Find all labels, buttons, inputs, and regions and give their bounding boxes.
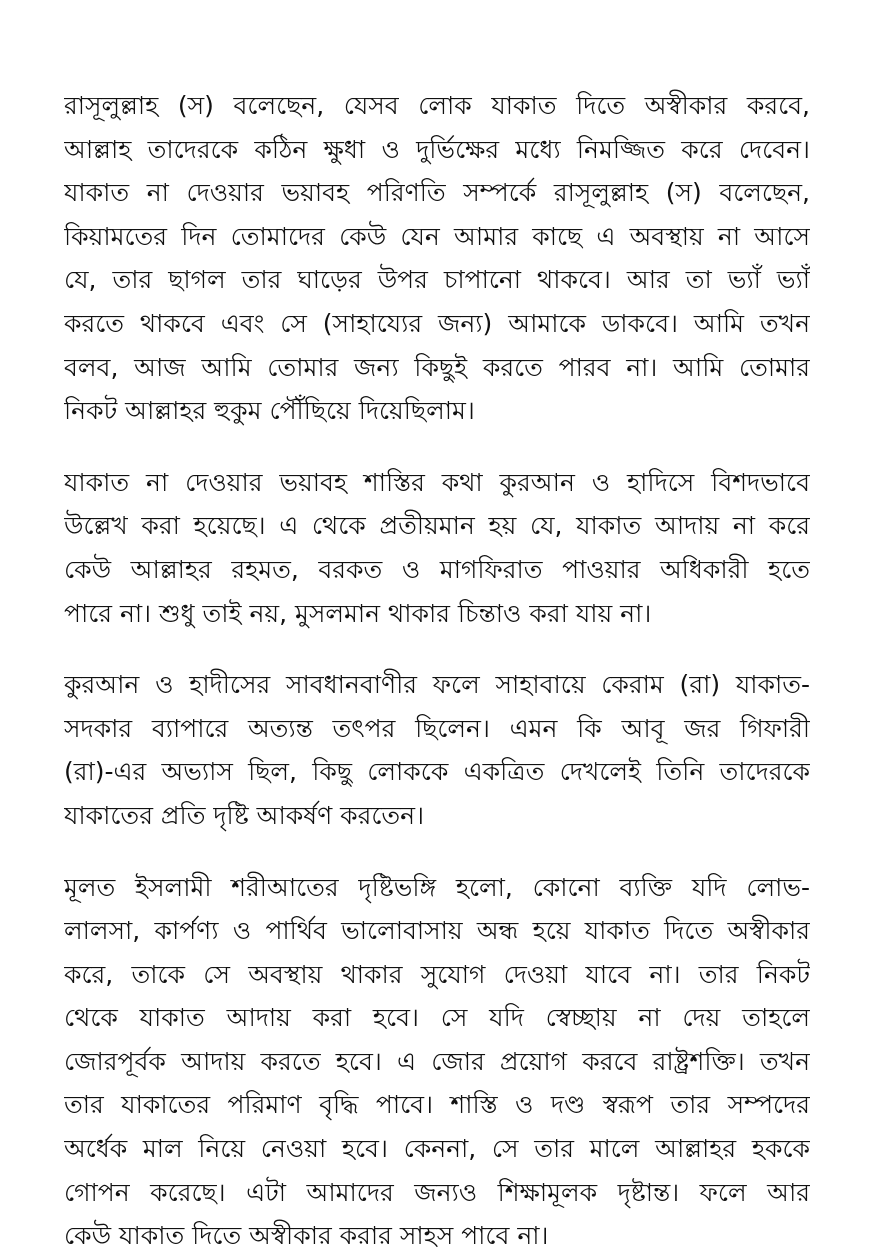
- text-line: যে, তার ছাগল তার ঘাড়ের উপর চাপানো থাকবে। আর তা ভ্যাঁ ভ্যাঁ: [64, 265, 810, 295]
- paragraph-2: [64, 461, 810, 635]
- text-line: অর্ধেক মাল নিয়ে নেওয়া হবে। কেননা, সে তার মালে আল্লাহর হককে: [64, 1134, 810, 1164]
- paragraph-4: [64, 866, 810, 1258]
- paragraph-gap: [64, 838, 810, 866]
- paragraph-gap: [64, 433, 810, 461]
- text-line: কিয়ামতের দিন তোমাদের কেউ যেন আমার কাছে এ অবস্থায় না আসে: [64, 221, 810, 251]
- text-line: উল্লেখ করা হয়েছে। এ থেকে প্রতীয়মান হয় যে, যাকাত আদায় না করে: [64, 511, 810, 541]
- text-line: যাকাত না দেওয়ার ভয়াবহ শাস্তির কথা কুরআন ও হাদিসে বিশদভাবে: [64, 467, 810, 497]
- text-line: কুরআন ও হাদীসের সাবধানবাণীর ফলে সাহাবায়ে কেরাম (রা) যাকাত-: [64, 670, 810, 700]
- text-line: নিকট আল্লাহর হুকুম পৌঁছিয়ে দিয়েছিলাম।: [64, 396, 475, 426]
- text-line: পারে না। শুধু তাই নয়, মুসলমান থাকার চিন্তাও করা যায় না।: [64, 598, 652, 628]
- text-line: যাকাতের প্রতি দৃষ্টি আকর্ষণ করতেন।: [64, 800, 425, 830]
- text-line: থেকে যাকাত আদায় করা হবে। সে যদি স্বেচ্ছায় না দেয় তাহলে: [64, 1003, 810, 1033]
- text-line: কেউ আল্লাহর রহমত, বরকত ও মাগফিরাত পাওয়ার অধিকারী হতে: [64, 554, 810, 584]
- text-line: রাসূলুল্লাহ (স) বলেছেন, যেসব লোক যাকাত দিতে অস্বীকার করবে,: [64, 91, 810, 120]
- text-line: জোরপূর্বক আদায় করতে হবে। এ জোর প্রয়োগ করবে রাষ্ট্রশক্তি। তখন: [64, 1046, 810, 1076]
- text-line: লালসা, কার্পণ্য ও পার্থিব ভালোবাসায় অন্ধ হয়ে যাকাত দিতে অস্বীকার: [64, 916, 810, 946]
- paragraph-gap: [64, 635, 810, 663]
- text-line: আল্লাহ তাদেরকে কঠিন ক্ষুধা ও দুর্ভিক্ষের মধ্যে নিমজ্জিত করে দেবেন।: [64, 134, 810, 164]
- text-line: তার যাকাতের পরিমাণ বৃদ্ধি পাবে। শাস্তি ও দণ্ড স্বরূপ তার সম্পদের: [64, 1090, 810, 1120]
- text-line: মূলত ইসলামী শরীআতের দৃষ্টিভঙ্গি হলো, কোনো ব্যক্তি যদি লোভ-: [64, 872, 810, 902]
- text-line: করতে থাকবে এবং সে (সাহায্যের জন্য) আমাকে ডাকবে। আমি তখন: [64, 308, 810, 338]
- text-line: গোপন করেছে। এটা আমাদের জন্যও শিক্ষামূলক দৃষ্টান্ত। ফলে আর: [64, 1177, 810, 1207]
- paragraph-3: [64, 663, 810, 837]
- text-line: করে, তাকে সে অবস্থায় থাকার সুযোগ দেওয়া যাবে না। তার নিকট: [64, 959, 810, 989]
- document-page: [64, 84, 810, 1258]
- text-line: বলব, আজ আমি তোমার জন্য কিছুই করতে পারব না। আমি তোমার: [64, 352, 810, 382]
- text-line: যাকাত না দেওয়ার ভয়াবহ পরিণতি সম্পর্কে রাসূলুল্লাহ (স) বলেছেন,: [64, 178, 810, 208]
- text-line: (রা)-এর অভ্যাস ছিল, কিছু লোককে একত্রিত দেখলেই তিনি তাদেরকে: [64, 757, 810, 787]
- text-line: কেউ যাকাত দিতে অস্বীকার করার সাহস পাবে না।: [64, 1221, 549, 1251]
- paragraph-1: [64, 84, 810, 433]
- text-line: সদকার ব্যাপারে অত্যন্ত তৎপর ছিলেন। এমন কি আবূ জর গিফারী: [64, 713, 810, 743]
